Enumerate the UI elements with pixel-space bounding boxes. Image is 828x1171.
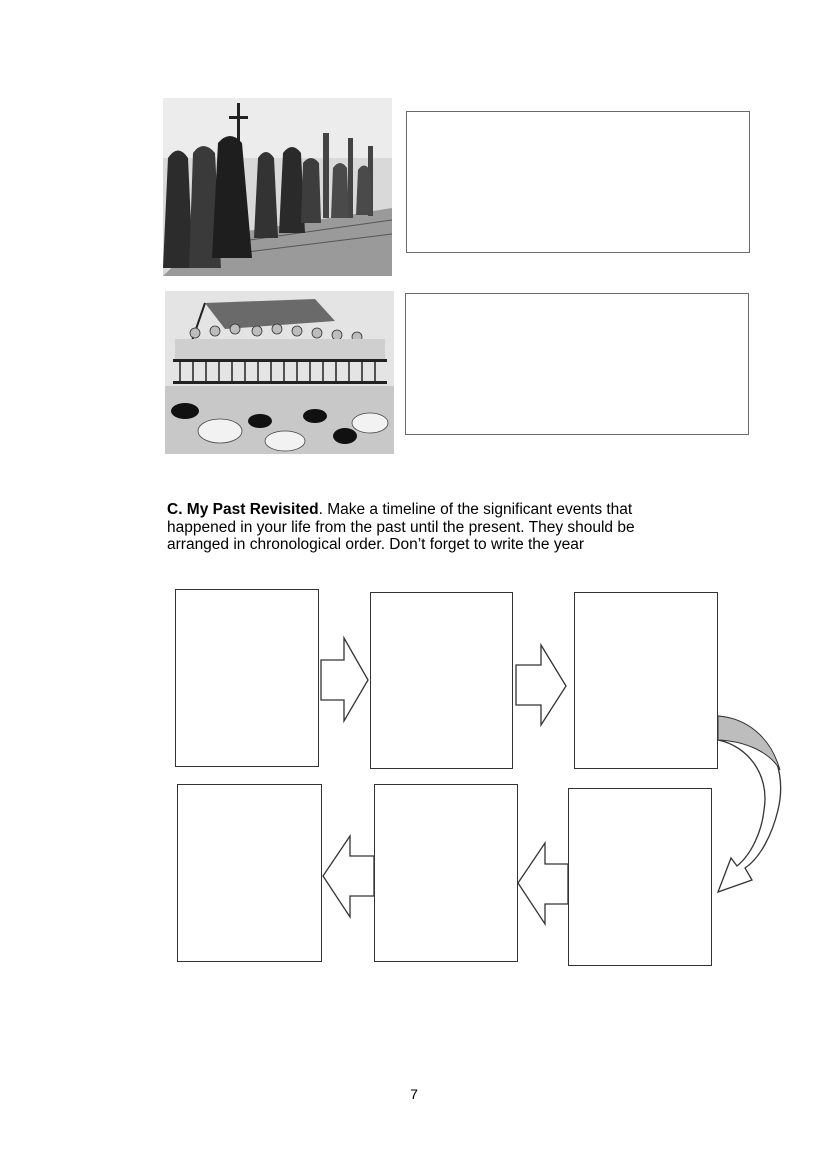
page-number: 7 [410,1086,418,1102]
timeline-box-2[interactable] [370,592,513,769]
curved-arrow-shade [718,716,780,770]
section-heading-suffix: . [318,501,323,518]
timeline-box-5[interactable] [374,784,518,962]
answer-box-2[interactable] [405,293,749,435]
left-arrow-icon-2 [323,836,374,917]
answer-box-1[interactable] [406,111,750,253]
timeline-box-6[interactable] [177,784,322,962]
curved-down-arrow-icon [718,716,781,892]
execution-engraving-image [163,98,392,276]
instructions-text: Make a timeline of the significant events that happened in your life from the past until the present. They should be arranged in chronological order. Don’t forget to write the year [167,501,635,553]
timeline-box-4[interactable] [568,788,712,966]
left-arrow-icon-1 [518,843,568,924]
section-heading: C. My Past Revisited [167,501,319,518]
crowd-engraving-image [165,291,394,454]
section-instructions [167,501,687,554]
timeline-box-3[interactable] [574,592,718,769]
timeline-box-1[interactable] [175,589,319,767]
right-arrow-icon-2 [516,645,566,725]
right-arrow-icon-1 [321,638,368,721]
